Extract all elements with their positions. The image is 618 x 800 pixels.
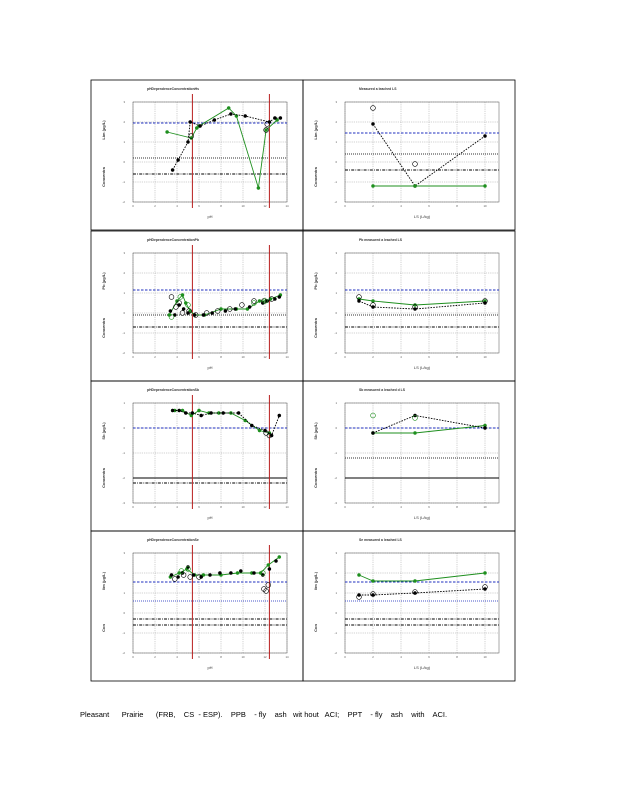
x-tick-label: 4 [400,655,402,659]
gridlines [345,403,499,503]
chart-title: pHDependenceConcentrationSe [147,538,199,542]
data-point [174,305,179,310]
y-tick-label: -1 [122,331,125,335]
data-point [197,409,200,412]
chart-title: Pb measured a leached LS [359,238,402,242]
y-axis-label-units: Lim (µg/L) [101,120,106,140]
x-tick-label: 2 [154,355,156,359]
data-point [189,120,192,123]
data-point [237,411,240,414]
y-tick-label: 3 [123,551,125,555]
y-axis-label: Con [101,624,106,632]
x-tick-label: 0 [132,505,134,509]
chart-panel-6 [303,381,515,531]
y-tick-label: 0 [335,611,337,615]
y-tick-label: 1 [335,291,337,295]
y-tick-label: -1 [122,451,125,455]
data-point [218,571,221,574]
y-tick-label: 2 [123,271,125,275]
data-point [413,184,416,187]
data-point [483,426,486,429]
y-axis-label: Concentra [313,167,318,187]
data-point [257,186,260,189]
x-axis-label: pH [207,665,213,670]
x-axis-label: LS (L/kg) [413,665,431,670]
y-tick-label: -2 [122,200,125,204]
series-3 [371,184,486,187]
x-tick-label: 4 [176,355,178,359]
x-tick-label: 12 [263,505,267,509]
data-point [222,411,225,414]
data-point [413,162,418,167]
y-tick-label: -3 [334,501,337,505]
chart-title: pHDependenceConcentrationSb [147,388,199,392]
x-tick-label: 4 [176,505,178,509]
x-tick-label: 4 [400,505,402,509]
chart-panel-5 [91,381,303,531]
x-tick-label: 0 [344,505,346,509]
y-tick-label: 0 [335,426,337,430]
gridlines [345,553,499,653]
data-point [268,567,271,570]
chart-title: pHDependenceConcentrationPb [147,238,199,242]
plot-area [345,102,499,202]
x-tick-label: 10 [241,355,245,359]
series-2 [171,409,281,437]
series-3 [169,295,274,318]
data-point [371,299,374,302]
x-axis-label: LS (L/kg) [413,515,431,520]
data-point [274,559,277,562]
x-tick-label: 0 [344,204,346,208]
data-point [258,429,261,432]
y-tick-label: 1 [335,140,337,144]
data-point [278,295,281,298]
y-tick-label: 3 [335,251,337,255]
series-3 [357,585,488,600]
data-point [227,106,230,109]
x-tick-label: 8 [220,655,222,659]
series-line [359,299,485,305]
series-1 [357,297,486,306]
x-tick-label: 12 [263,655,267,659]
x-tick-label: 2 [154,505,156,509]
x-tick-label: 10 [483,204,487,208]
data-point [267,563,270,566]
y-tick-label: 0 [123,426,125,430]
y-tick-label: 2 [335,120,337,124]
chart-title: Measured a leached LS [359,87,397,91]
chart-panel-3 [91,231,303,381]
data-point [172,577,177,582]
chart-panel-2 [303,80,515,230]
x-tick-label: 10 [483,355,487,359]
x-tick-label: 6 [428,204,430,208]
data-point [413,431,416,434]
y-tick-label: 1 [335,591,337,595]
x-tick-label: 6 [428,655,430,659]
data-point [278,555,281,558]
plot-area [345,253,499,353]
data-point [483,184,486,187]
data-point [239,569,242,572]
y-tick-label: -1 [334,180,337,184]
y-tick-label: -1 [122,180,125,184]
x-tick-label: 2 [372,655,374,659]
data-point [266,583,271,588]
data-point [371,122,374,125]
data-point [169,295,174,300]
data-point [199,124,202,127]
chart-title: pHDependenceConcentrationHs [147,87,199,91]
data-point [166,130,169,133]
series-2 [371,106,418,167]
y-tick-label: -1 [334,631,337,635]
data-point [240,303,245,308]
data-point [273,116,276,119]
y-tick-label: -1 [122,631,125,635]
gridlines [133,553,287,653]
series-2 [357,587,486,596]
y-tick-label: 0 [123,311,125,315]
data-point [208,573,211,576]
data-point [191,411,194,414]
data-point [171,168,174,171]
chart-panel-1 [91,80,303,230]
data-point [265,128,268,131]
y-axis-label-units: Lim (µg/L) [313,120,318,140]
data-point [234,307,237,310]
x-tick-label: 10 [241,505,245,509]
series-line [359,573,485,581]
x-tick-label: 4 [400,355,402,359]
data-point [252,571,255,574]
y-axis-label: Concentra [313,318,318,338]
x-tick-label: 6 [428,355,430,359]
y-axis-label-units: lim (µg/L) [313,572,318,590]
series-3 [371,413,418,420]
data-point [210,411,213,414]
x-tick-label: 2 [372,204,374,208]
x-tick-label: 0 [344,655,346,659]
x-axis-label: LS (L/kg) [413,365,431,370]
x-tick-label: 14 [285,655,289,659]
y-axis-label-units: Pb (µg/L) [313,272,318,290]
gridlines [345,102,499,202]
x-tick-label: 0 [132,655,134,659]
x-tick-label: 10 [241,655,245,659]
x-tick-label: 6 [198,355,200,359]
x-tick-label: 8 [456,655,458,659]
data-point [182,307,185,310]
y-axis-label: Concentra [313,468,318,488]
data-point [413,579,416,582]
y-tick-label: -1 [334,451,337,455]
x-tick-label: 14 [285,204,289,208]
figure-caption: Pleasant Prairie (FRB, CS - ESP). PPB - fly ash wit hout ACI; PPT - fly ash with ACI. [80,710,448,719]
chart-panel-7 [91,531,303,681]
y-tick-label: -2 [122,351,125,355]
x-tick-label: 6 [198,505,200,509]
y-axis-label-units: lim (µg/L) [101,572,106,590]
data-point [279,116,282,119]
y-axis-label-units: Sb (µg/L) [101,422,106,440]
chart-title: Se measured a leached LS [359,538,402,542]
data-point [178,409,181,412]
y-axis-label: Concentra [101,318,106,338]
y-tick-label: 2 [335,571,337,575]
x-tick-label: 14 [285,355,289,359]
data-point [236,571,239,574]
plot-area [133,102,287,202]
data-point [278,414,281,417]
x-tick-label: 8 [220,355,222,359]
y-tick-label: 1 [123,591,125,595]
data-point [357,299,360,302]
y-axis-label: Con [313,624,318,632]
data-point [188,575,193,580]
data-point [265,122,270,127]
y-axis-label-units: Pb (µg/L) [101,272,106,290]
x-axis-label: LS (L/kg) [413,214,431,219]
data-point [244,114,247,117]
x-tick-label: 6 [428,505,430,509]
chart-panel-8 [303,531,515,681]
data-point [177,158,180,161]
x-tick-label: 0 [132,204,134,208]
series-line [359,589,485,595]
x-axis-label: pH [207,365,213,370]
y-tick-label: 0 [123,611,125,615]
data-point [229,571,232,574]
x-tick-label: 10 [241,204,245,208]
x-tick-label: 2 [372,355,374,359]
x-tick-label: 10 [483,505,487,509]
x-tick-label: 2 [372,505,374,509]
y-axis-label: Concentra [101,167,106,187]
x-tick-label: 8 [456,505,458,509]
y-tick-label: 2 [335,271,337,275]
x-tick-label: 0 [132,355,134,359]
y-tick-label: -2 [334,200,337,204]
y-tick-label: -2 [122,651,125,655]
x-tick-label: 2 [154,204,156,208]
x-tick-label: 12 [263,204,267,208]
y-tick-label: 2 [123,571,125,575]
data-point [248,305,251,308]
data-point [171,409,174,412]
x-axis-label: pH [207,515,213,520]
y-tick-label: 1 [123,401,125,405]
y-tick-label: 0 [335,160,337,164]
y-tick-label: 1 [123,140,125,144]
y-tick-label: 3 [335,100,337,104]
x-tick-label: 10 [483,655,487,659]
data-point [483,571,486,574]
y-tick-label: 3 [335,551,337,555]
y-axis-label-units: Sb (µg/L) [313,422,318,440]
data-point [184,411,187,414]
gridlines [133,102,287,202]
gridlines [345,253,499,353]
x-tick-label: 2 [154,655,156,659]
x-tick-label: 14 [285,505,289,509]
x-axis-label: pH [207,214,213,219]
data-point [483,134,486,137]
series-1 [166,106,279,189]
x-tick-label: 8 [456,204,458,208]
x-tick-label: 8 [220,204,222,208]
series-line [373,426,485,434]
data-point [211,311,214,314]
y-tick-label: -2 [334,476,337,480]
x-tick-label: 12 [263,355,267,359]
x-tick-label: 6 [198,204,200,208]
y-tick-label: -1 [334,331,337,335]
y-tick-label: 0 [123,160,125,164]
y-tick-label: -2 [334,651,337,655]
y-tick-label: -2 [122,476,125,480]
data-point [200,414,203,417]
y-tick-label: 1 [335,401,337,405]
y-tick-label: 2 [123,120,125,124]
data-point [371,184,374,187]
x-tick-label: 0 [344,355,346,359]
plot-area [345,553,499,653]
y-tick-label: 1 [123,291,125,295]
chart-title: Sb measured a leached d LS [359,388,405,392]
chart-panel-4 [303,231,515,381]
data-point [258,299,261,302]
x-tick-label: 8 [456,355,458,359]
y-tick-label: 3 [123,251,125,255]
y-tick-label: -3 [122,501,125,505]
data-point [250,424,253,427]
x-tick-label: 8 [220,505,222,509]
x-tick-label: 4 [400,204,402,208]
series-3 [189,122,270,139]
x-tick-label: 4 [176,204,178,208]
plot-area [133,553,287,653]
y-axis-label: Concentra [101,468,106,488]
x-tick-label: 6 [198,655,200,659]
data-point [170,573,173,576]
data-point [371,431,374,434]
y-tick-label: 3 [123,100,125,104]
data-point [213,118,216,121]
gridlines [133,403,287,503]
data-point [169,309,172,312]
data-point [229,112,232,115]
y-tick-label: 0 [335,311,337,315]
data-point [224,309,227,312]
y-tick-label: -2 [334,351,337,355]
x-tick-label: 4 [176,655,178,659]
data-point [371,579,374,582]
data-point [357,573,360,576]
data-point [186,140,189,143]
